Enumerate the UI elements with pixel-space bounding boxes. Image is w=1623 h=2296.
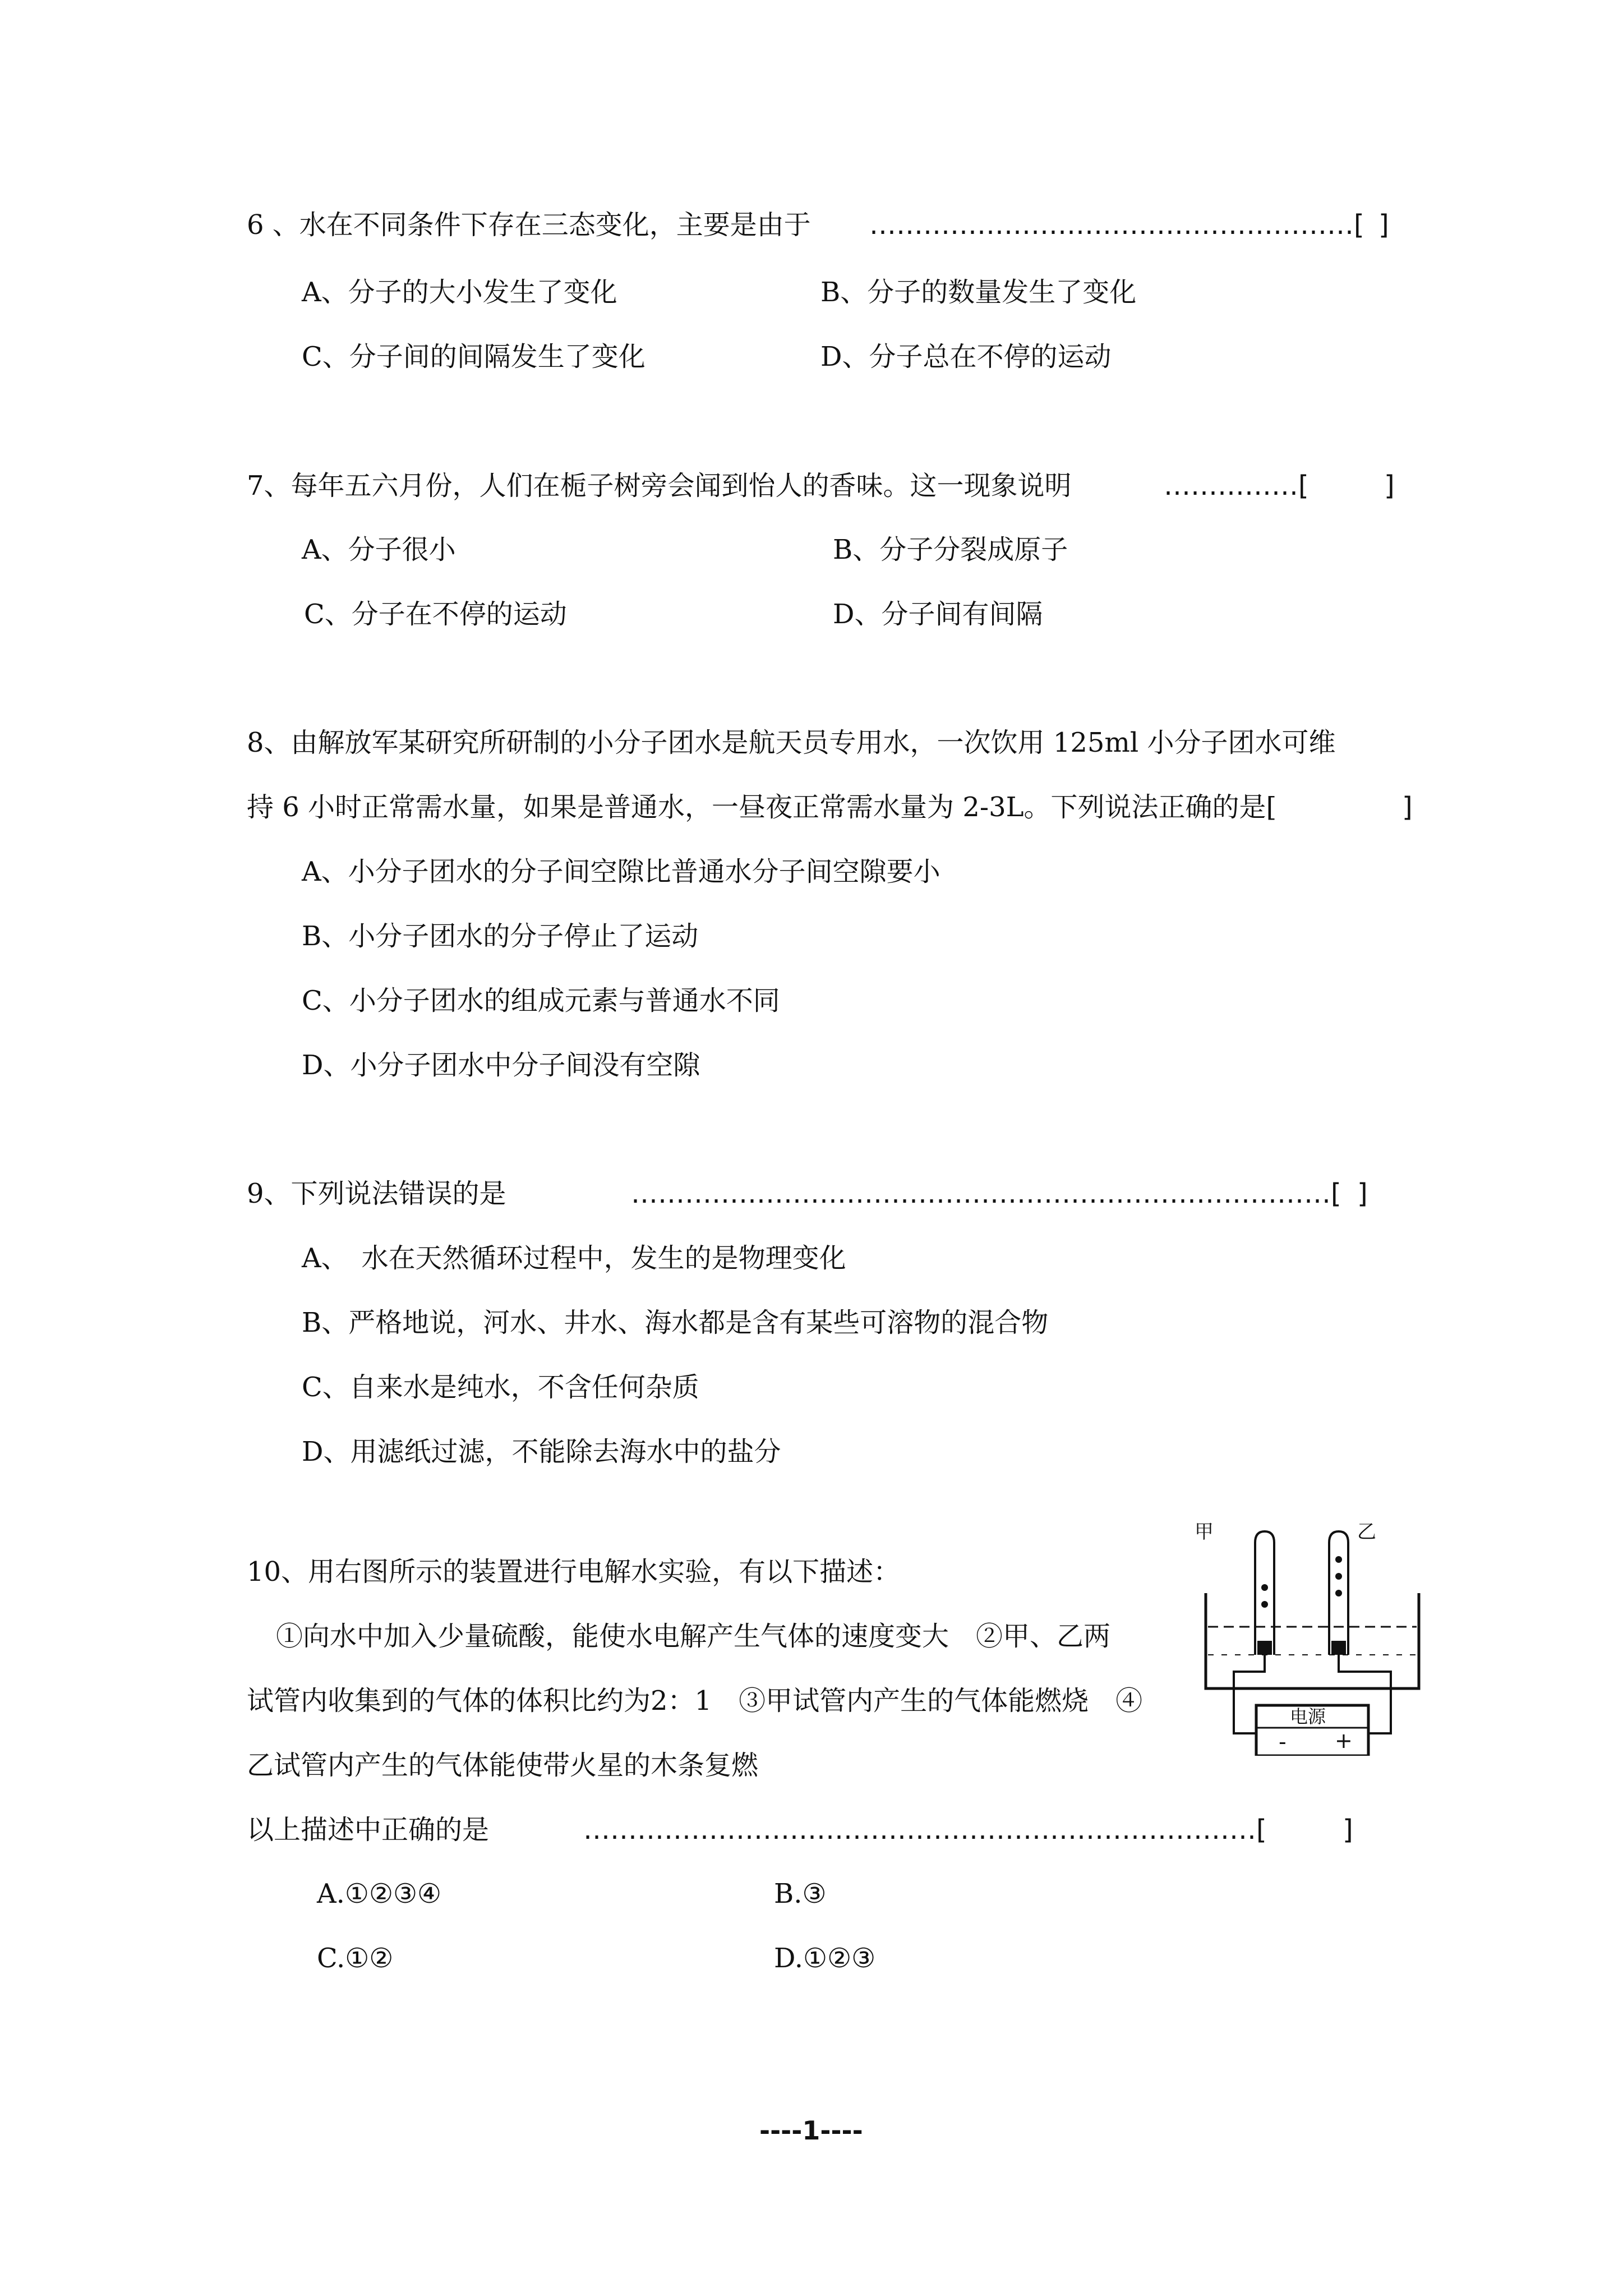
q8-stem-line1: 8、由解放军某研究所研制的小分子团水是航天员专用水，一次饮用 125ml 小分子团水可维 [247, 727, 1336, 758]
tube-label-jia: 甲 [1195, 1521, 1214, 1543]
electrolysis-apparatus-figure [1195, 1520, 1441, 1756]
q10-option-a: A.①②③④ [317, 1878, 442, 1910]
q10-statement-line3: 乙试管内产生的气体能使带火星的木条复燃 [247, 1750, 759, 1781]
q9-answer-bracket-close: ] [1357, 1178, 1368, 1209]
q8-answer-bracket-close: ] [1402, 792, 1413, 823]
q7-option-c: C、分子在不停的运动 [304, 599, 567, 630]
q10-statement-line1: ①向水中加入少量硫酸，能使水电解产生气体的速度变大 ②甲、乙两 [276, 1621, 1111, 1652]
q8-option-b: B、小分子团水的分子停止了运动 [302, 921, 699, 952]
terminal-minus: - [1279, 1729, 1287, 1754]
tube-label-yi: 乙 [1357, 1521, 1376, 1543]
q9-option-a: A、 水在天然循环过程中，发生的是物理变化 [302, 1243, 846, 1274]
q8-option-d: D、小分子团水中分子间没有空隙 [302, 1050, 700, 1081]
q9-option-c: C、自来水是纯水，不含任何杂质 [302, 1372, 699, 1403]
q7-stem: 7、每年五六月份，人们在栀子树旁会闻到怡人的香味。这一现象说明 [247, 470, 1072, 501]
page-number: ----1---- [759, 2115, 863, 2146]
q10-statement-line2: 试管内收集到的气体的体积比约为2：1 ③甲试管内产生的气体能燃烧 ④ [247, 1685, 1143, 1717]
q6-option-d: D、分子总在不停的运动 [820, 341, 1112, 372]
q6-option-a: A、分子的大小发生了变化 [302, 277, 617, 308]
power-supply-label: 电源 [1290, 1706, 1326, 1727]
q9-option-b: B、严格地说，河水、井水、海水都是含有某些可溶物的混合物 [302, 1307, 1049, 1338]
q9-answer-leader: ……………………………………………………………………[ [631, 1178, 1341, 1209]
q6-option-b: B、分子的数量发生了变化 [820, 277, 1137, 308]
q6-stem: 6 、水在不同条件下存在三态变化，主要是由于 [247, 209, 811, 241]
electrode-right [1331, 1641, 1346, 1655]
q8-option-a: A、小分子团水的分子间空隙比普通水分子间空隙要小 [302, 856, 940, 887]
q10-option-b: B.③ [774, 1878, 827, 1910]
q8-stem-line2: 持 6 小时正常需水量，如果是普通水，一昼夜正常需水量为 2-3L。下列说法正确的是[ [247, 792, 1277, 823]
q6-answer-bracket-close: ] [1378, 209, 1389, 241]
q10-option-d: D.①②③ [774, 1943, 876, 1974]
q7-answer-leader: ……………[ [1164, 470, 1309, 501]
q10-answer-bracket-close: ] [1343, 1814, 1353, 1846]
terminal-plus: + [1335, 1728, 1353, 1753]
q10-option-c: C.①② [317, 1943, 394, 1974]
q10-answer-leader: …………………………………………………………………[ [583, 1814, 1267, 1846]
q7-option-b: B、分子分裂成原子 [833, 534, 1068, 565]
q7-option-a: A、分子很小 [302, 534, 456, 565]
q6-answer-leader: ………………………………………………[ [869, 209, 1364, 241]
electrode-left [1257, 1641, 1272, 1655]
q10-question: 以上描述中正确的是 [247, 1814, 490, 1846]
test-tube-jia [1255, 1531, 1274, 1655]
q7-answer-bracket-close: ] [1384, 470, 1395, 501]
q6-option-c: C、分子间的间隔发生了变化 [302, 341, 645, 372]
q9-option-d: D、用滤纸过滤，不能除去海水中的盐分 [302, 1436, 781, 1467]
q10-stem-line1: 10、用右图所示的装置进行电解水实验，有以下描述： [247, 1556, 901, 1588]
q9-stem: 9、下列说法错误的是 [247, 1178, 506, 1209]
q8-option-c: C、小分子团水的组成元素与普通水不同 [302, 985, 780, 1016]
q7-option-d: D、分子间有间隔 [833, 599, 1043, 630]
water-trough [1206, 1593, 1419, 1688]
